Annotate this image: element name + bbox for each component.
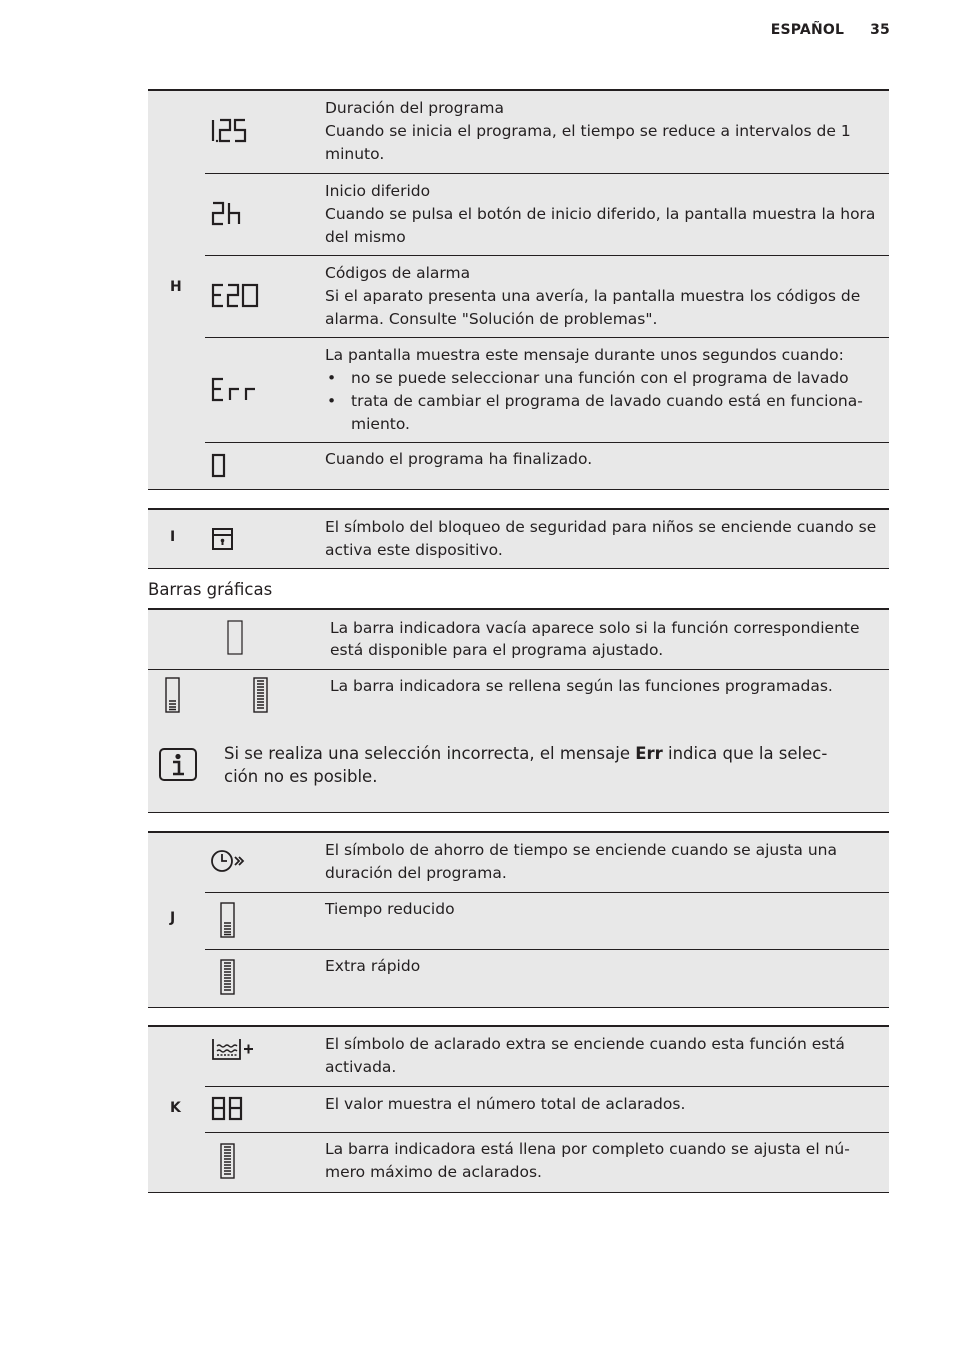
row-letter-j: J — [170, 910, 176, 926]
filling-bar-icon — [252, 676, 272, 716]
filling-bar-low-icon — [164, 676, 184, 716]
table-row — [205, 442, 889, 489]
display-1-25-icon — [210, 117, 256, 145]
table-row — [148, 670, 889, 726]
time-saver-icon — [210, 847, 246, 875]
empty-bar-icon — [226, 619, 246, 657]
table-row — [205, 255, 889, 338]
info-text-end: indica que la selec-ción no es posible. — [224, 744, 828, 786]
row-description: El símbolo de aclarado extra se enciende cuando esta función está activada. — [325, 1035, 845, 1076]
bar-full-icon — [219, 1142, 239, 1182]
display-2h-icon — [210, 200, 250, 228]
row-letter-h: H — [170, 279, 182, 295]
row-title: La pantalla muestra este mensaje durante unos segundos cuando: — [325, 346, 844, 364]
row-description: Cuando se pulsa el botón de inicio diferido, la pantalla muestra la hora del mismo — [325, 205, 876, 246]
table-k — [148, 1025, 889, 1193]
info-note — [148, 727, 889, 813]
table-row — [205, 1027, 889, 1086]
table-h — [148, 89, 889, 490]
table-row — [205, 949, 889, 1007]
table-row — [205, 337, 889, 443]
info-icon — [158, 747, 198, 783]
bar-table — [148, 608, 889, 729]
section-title: Barras gráficas — [148, 580, 273, 599]
child-lock-icon — [210, 526, 236, 552]
info-text: Si se realiza una selección incorrecta, el mensaje — [224, 744, 636, 763]
list-item: • trata de cambiar el programa de lavado cuando está en funciona-miento. — [325, 390, 883, 436]
row-letter-i: I — [170, 529, 176, 545]
row-description: La barra indicadora está llena por completo cuando se ajusta el nú-mero máximo de aclarados. — [325, 1140, 850, 1181]
row-description: Si el aparato presenta una avería, la pantalla muestra los códigos de alarma. Consulte "Solución de problemas". — [325, 287, 861, 328]
section-label: ESPAÑOL — [770, 22, 845, 38]
list-item: • no se puede seleccionar una función con el programa de lavado — [325, 367, 883, 390]
error-code: Err — [635, 744, 663, 763]
row-description: El valor muestra el número total de aclarados. — [325, 1095, 686, 1113]
display-88-icon — [210, 1095, 250, 1123]
row-description: Cuando el programa ha finalizado. — [325, 450, 593, 468]
table-row — [148, 610, 889, 670]
row-description: La barra indicadora vacía aparece solo si la función correspondiente está disponible para el programa ajustado. — [330, 619, 860, 659]
table-j — [148, 831, 889, 1008]
row-title: Inicio diferido — [325, 182, 431, 200]
row-description: La barra indicadora se rellena según las funciones programadas. — [330, 677, 833, 695]
row-title: Códigos de alarma — [325, 264, 471, 282]
row-description: Tiempo reducido — [325, 900, 455, 918]
row-letter-k: K — [170, 1100, 181, 1116]
display-err-icon — [210, 376, 266, 404]
table-row — [205, 173, 889, 256]
bar-full-icon — [219, 958, 239, 998]
row-title: Duración del programa — [325, 99, 504, 117]
table-row — [205, 1086, 889, 1133]
row-description: El símbolo del bloqueo de seguridad para niños se enciende cuando se activa este dispositivo. — [325, 518, 877, 559]
display-e20-icon — [210, 282, 266, 310]
extra-rinse-icon — [210, 1035, 256, 1063]
page-header — [745, 22, 890, 38]
page-number: 35 — [870, 22, 890, 38]
row-description: Cuando se inicia el programa, el tiempo se reduce a intervalos de 1 minuto. — [325, 122, 851, 163]
row-description: Extra rápido — [325, 957, 421, 975]
row-description: El símbolo de ahorro de tiempo se enciende cuando se ajusta una duración del programa. — [325, 841, 837, 882]
table-row — [205, 91, 889, 173]
bar-partial-icon — [219, 901, 239, 941]
table-i — [148, 508, 889, 569]
table-row — [205, 833, 889, 892]
display-0-icon — [210, 452, 230, 480]
table-row — [205, 892, 889, 950]
table-row — [205, 1132, 889, 1192]
table-row — [205, 510, 889, 568]
bullet-list — [325, 367, 883, 436]
